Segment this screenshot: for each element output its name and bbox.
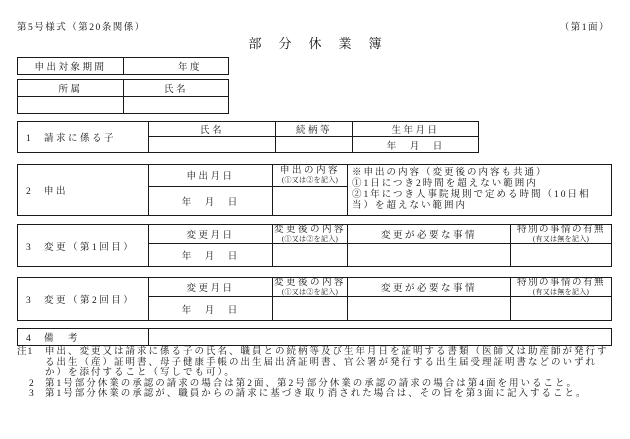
name-header-cell: 氏名 bbox=[124, 80, 229, 97]
section4-table bbox=[17, 328, 612, 346]
change1-special-entry-cell bbox=[511, 244, 612, 267]
birthdate-header-cell: 生年月日 bbox=[353, 122, 479, 137]
change2-reason-entry-cell bbox=[348, 297, 511, 321]
relation-entry-cell bbox=[276, 137, 353, 153]
name-entry-cell bbox=[124, 97, 229, 114]
change2-content-entry-cell bbox=[273, 297, 348, 321]
remarks-entry-cell bbox=[149, 329, 612, 346]
section3b-label-cell bbox=[18, 278, 149, 321]
section1-table bbox=[17, 121, 479, 153]
change1-date-header-cell: 変更月日 bbox=[149, 225, 273, 244]
section3b-number: 3 bbox=[26, 296, 31, 306]
section2-label-cell bbox=[18, 165, 149, 216]
change1-special-header-cell: 特別の事情の有無 (有又は無を記入) bbox=[511, 225, 612, 244]
section3a-label-cell bbox=[18, 225, 149, 267]
department-header-cell: 所属 bbox=[18, 80, 124, 97]
period-table bbox=[17, 57, 229, 75]
child-name-header-cell: 氏名 bbox=[149, 122, 276, 137]
period-year-cell: 年度 bbox=[124, 58, 229, 75]
section1-title: 請求に係る子 bbox=[44, 134, 117, 144]
child-name-entry-cell bbox=[149, 137, 276, 153]
footnote-1-text: 申出、変更又は請求に係る子の氏名、職員との続柄等及び生年月日を証明する書類（医師又は助産師が発行する出生（産）証明書、母子健康手帳の出生届出済証明書、官公署が発行する出生届受理証明書などのいずれか）を添付すること（写しでも可）。 bbox=[45, 347, 609, 378]
request-content-header-cell: 申出の内容 (①又は②を記入) bbox=[273, 165, 348, 187]
section4-number: 4 bbox=[26, 334, 31, 344]
notice-line-1: ※申出の内容（変更後の内容も共通） bbox=[352, 168, 548, 178]
section3a-number: 3 bbox=[26, 242, 31, 253]
request-date-header-cell: 申出月日 bbox=[149, 165, 273, 187]
change1-date-entry-cell: 年 月 日 bbox=[149, 244, 273, 267]
form-number-label: 第5号様式（第20条関係） bbox=[17, 23, 146, 33]
section1-number: 1 bbox=[26, 134, 31, 144]
notice-line-3: ②1年につき人事院規則で定める時間（10日相当）を超えない範囲内 bbox=[352, 190, 591, 211]
birthdate-entry-cell: 年 月 日 bbox=[353, 137, 479, 153]
section2-table bbox=[17, 164, 612, 216]
footnote-3-text: 第1号部分休業の承認が、職員からの請求に基づき取り消された場合は、その旨を第3面に記入すること。 bbox=[45, 389, 588, 399]
section1-label-cell bbox=[18, 122, 149, 153]
section3a-title: 変更（第1回目） bbox=[44, 242, 136, 253]
section2-title: 申出 bbox=[44, 187, 69, 197]
request-content-subnote: (①又は②を記入) bbox=[281, 176, 339, 185]
section2-number: 2 bbox=[26, 187, 31, 197]
change2-special-subnote: (有又は無を記入) bbox=[532, 288, 590, 296]
request-content-entry-cell bbox=[273, 186, 348, 215]
change2-content-header-cell: 変更後の内容 (①又は②を記入) bbox=[273, 278, 346, 296]
change2-date-entry-cell: 年 月 日 bbox=[149, 297, 273, 321]
section4-title: 備 考 bbox=[44, 334, 81, 344]
change2-date-header-cell: 変更月日 bbox=[149, 278, 273, 297]
change2-content-subnote: (①又は②を記入) bbox=[281, 288, 339, 296]
request-date-entry-cell: 年 月 日 bbox=[149, 186, 273, 215]
form-title: 部分休業簿 bbox=[248, 36, 399, 51]
footnote-1 bbox=[17, 347, 613, 379]
footnote-2 bbox=[17, 379, 613, 390]
change2-special-entry-cell bbox=[511, 297, 612, 321]
department-entry-cell bbox=[18, 97, 124, 114]
change1-content-subnote: (①又は②を記入) bbox=[281, 235, 339, 243]
section3b-table bbox=[17, 277, 612, 321]
request-notice-cell bbox=[348, 165, 612, 216]
change1-reason-header-cell: 変更が必要な事情 bbox=[348, 225, 511, 244]
footnote-1-marker: 注1 bbox=[17, 347, 34, 357]
footnote-3 bbox=[17, 389, 613, 400]
affiliation-table bbox=[17, 79, 229, 114]
change1-content-header-cell: 変更後の内容 (①又は②を記入) bbox=[273, 225, 346, 243]
relation-header-cell: 続柄等 bbox=[276, 122, 353, 137]
footnote-2-text: 第1号部分休業の承認の請求の場合は第2面、第2号部分休業の承認の請求の場合は第4面を用いること。 bbox=[45, 378, 579, 389]
footnote-3-marker: 3 bbox=[29, 389, 35, 399]
change2-reason-header-cell: 変更が必要な事情 bbox=[348, 278, 511, 297]
sheet-number-label: （第1面） bbox=[559, 23, 610, 33]
change1-content-entry-cell bbox=[273, 244, 348, 267]
section3a-table bbox=[17, 224, 612, 267]
period-label-cell: 申出対象期間 bbox=[18, 58, 124, 75]
footnote-2-marker: 2 bbox=[29, 378, 35, 389]
notice-line-2: ①1日につき2時間を超えない範囲内 bbox=[352, 179, 538, 189]
change2-special-header-cell: 特別の事情の有無 (有又は無を記入) bbox=[511, 278, 612, 297]
footnotes bbox=[17, 347, 613, 400]
section3b-title: 変更（第2回目） bbox=[44, 296, 136, 306]
change1-special-subnote: (有又は無を記入) bbox=[532, 235, 590, 243]
section4-label-cell bbox=[18, 329, 149, 346]
change1-reason-entry-cell bbox=[348, 244, 511, 267]
